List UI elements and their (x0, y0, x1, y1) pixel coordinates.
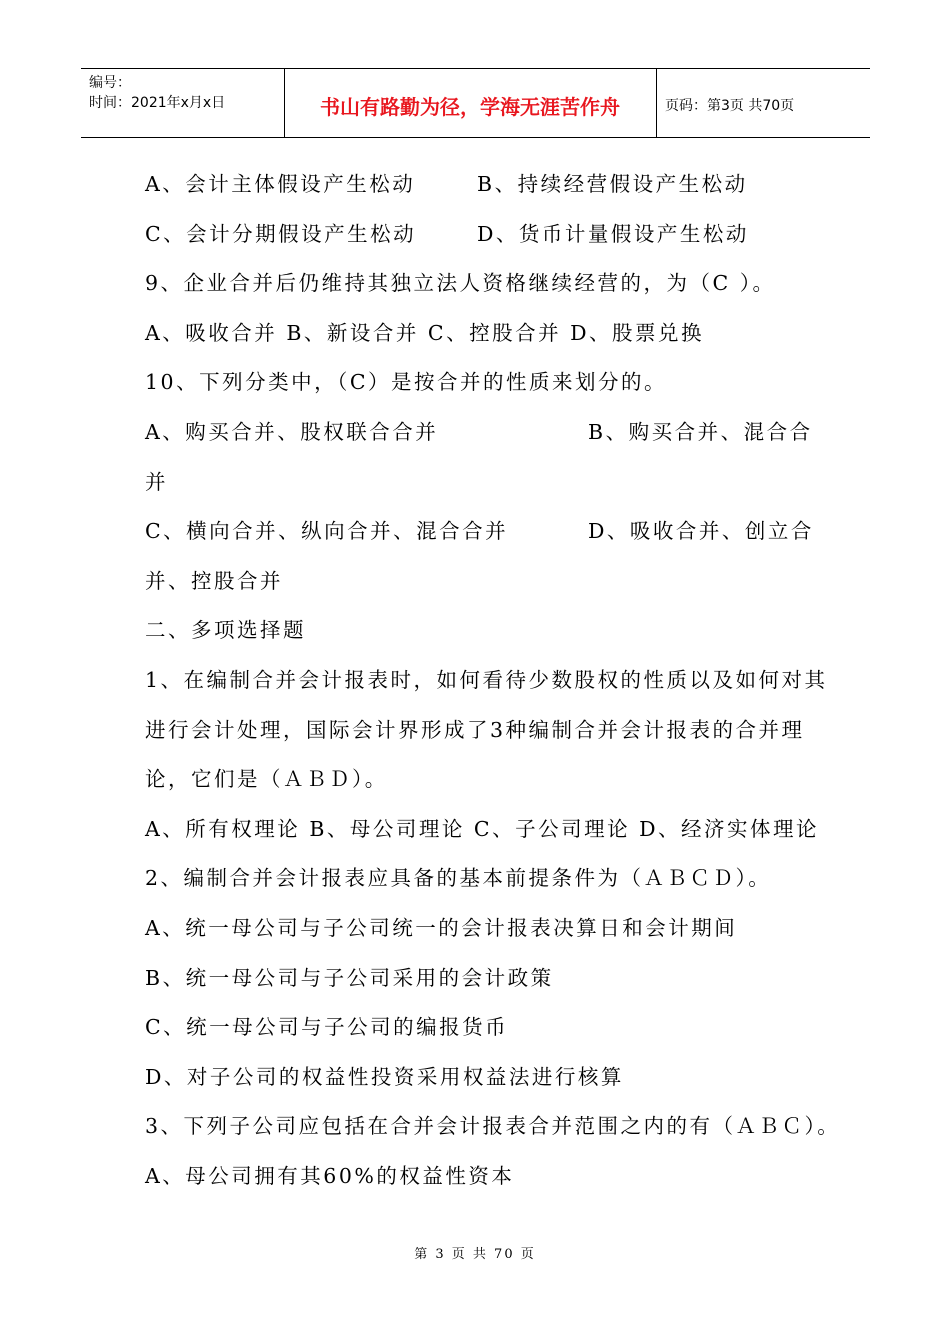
question-1: 1、在编制合并会计报表时，如何看待少数股权的性质以及如何对其 (145, 667, 828, 692)
header-page-cell (656, 69, 870, 137)
question-1-cont: 论，它们是（ＡＢＤ）。 (145, 767, 388, 792)
option-d: D、对子公司的权益性投资采用权益法进行核算 (145, 1064, 624, 1089)
question-2: 2、编制合并会计报表应具备的基本前提条件为（ＡＢＣＤ）。 (145, 866, 772, 891)
option-continuation: 并 (145, 469, 168, 494)
page-footer: 第 3 页 共 70 页 (414, 1247, 536, 1262)
option-a: A、母公司拥有其60%的权益性资本 (145, 1163, 515, 1188)
option-line (145, 215, 815, 265)
option-a: A、统一母公司与子公司统一的会计报表决算日和会计期间 (145, 915, 738, 940)
question-10: 10、下列分类中，（C）是按合并的性质来划分的。 (145, 370, 668, 395)
option-d: D、吸收合并、创立合 (588, 519, 814, 544)
option-c: C、统一母公司与子公司的编报货币 (145, 1015, 509, 1040)
options-q9: A、吸收合并 B、新设合并 C、控股合并 D、股票兑换 (145, 320, 705, 345)
option-line (145, 512, 815, 562)
option-b: B、购买合并、混合合 (588, 419, 813, 444)
option-line (145, 165, 815, 215)
option-d: D、货币计量假设产生松动 (477, 221, 749, 246)
option-a: A、会计主体假设产生松动 (145, 172, 416, 196)
motto: 书山有路勤为径，学海无涯苦作舟 (320, 95, 620, 119)
option-continuation: 并、控股合并 (145, 568, 283, 593)
options-q1: A、所有权理论 B、母公司理论 C、子公司理论 D、经济实体理论 (145, 816, 820, 841)
header-motto-cell (284, 69, 657, 137)
section-heading: 二、多项选择题 (145, 618, 306, 643)
question-3: 3、下列子公司应包括在合并会计报表合并范围之内的有（ＡＢＣ）。 (145, 1114, 841, 1139)
document-body (145, 165, 841, 1206)
option-c: C、横向合并、纵向合并、混合合并 (145, 519, 509, 544)
option-line (145, 413, 815, 463)
serial-label: 编号： (89, 75, 131, 91)
option-b: B、持续经营假设产生松动 (477, 172, 748, 196)
question-9: 9、企业合并后仍维持其独立法人资格继续经营的，为（C ）。 (145, 271, 776, 296)
option-a: A、购买合并、股权联合合并 (145, 419, 439, 444)
page-header (81, 68, 870, 138)
option-c: C、会计分期假设产生松动 (145, 221, 417, 246)
option-b: B、统一母公司与子公司采用的会计政策 (145, 965, 554, 990)
header-meta-cell (81, 69, 285, 137)
page-info: 页码：第3页 共70页 (665, 98, 795, 114)
question-1-cont: 进行会计处理，国际会计界形成了3种编制合并会计报表的合并理 (145, 717, 805, 742)
date-label: 时间：2021年x月x日 (89, 95, 226, 111)
